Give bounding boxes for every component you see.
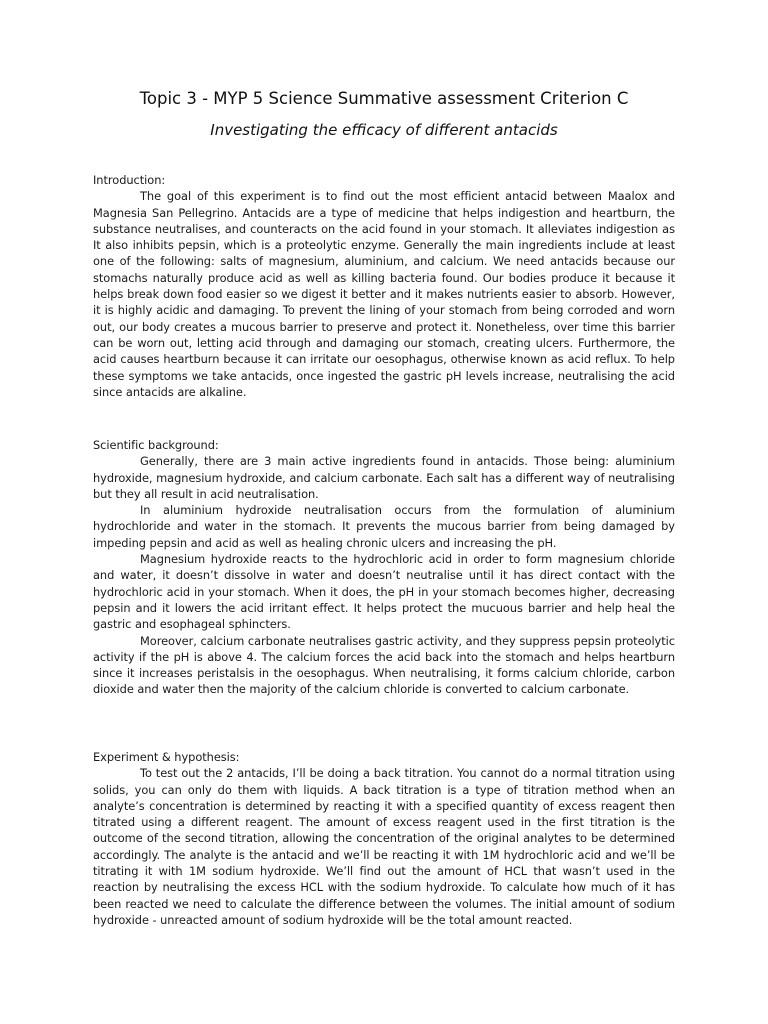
background-paragraph-magnesium: Magnesium hydroxide reacts to the hydrochloric acid in order to form magnesium chloride and water, it doesn’t dissolve in water and doesn’t neutralise until it has direct contact with the hydrochloric acid in your stomach. When it does, the pH in your stomach becomes higher, decreasing pepsin and it lowers the acid irritant effect. It helps protect the mucuous barrier and help heal the gastric and esophageal sphincters. [93, 552, 675, 632]
document-title: Topic 3 - MYP 5 Science Summative assessment Criterion C [139, 89, 629, 108]
background-paragraph-ingredients: Generally, there are 3 main active ingredients found in antacids. Those being: aluminium hydroxide, magnesium hydroxide, and calcium carbonate. Each salt has a different way of neutralising but they all result in acid neutralisation. [93, 454, 675, 501]
experiment-paragraph: To test out the 2 antacids, I’ll be doing a back titration. You cannot do a normal titration using solids, you can only do them with liquids. A back titration is a type of titration method when an analyte’s concentration is determined by reacting it with a specified quantity of excess reagent then titrated using a different reagent. The amount of excess reagent used in the first titration is the outcome of the second titration, allowing the concentration of the original analytes to be determined accordingly. The analyte is the antacid and we’ll be reacting it with 1M hydrochloric acid and we’ll be titrating it with 1M sodium hydroxide. We’ll find out the amount of HCL that wasn’t used in the reaction by neutralising the excess HCL with the sodium hydroxide. To calculate how much of it has been reacted we need to calculate the difference between the volumes. The initial amount of sodium hydroxide - unreacted amount of sodium hydroxide will be the total amount reacted. [93, 766, 675, 927]
experiment-hypothesis-heading: Experiment & hypothesis: [93, 750, 240, 764]
introduction-section [93, 172, 675, 400]
document-subtitle: Investigating the efficacy of different antacids [210, 121, 558, 139]
background-paragraph-calcium: Moreover, calcium carbonate neutralises gastric activity, and they suppress pepsin proteolytic activity if the pH is above 4. The calcium forces the acid back into the stomach and helps heartburn since it increases peristalsis in the oesophagus. When neutralising, it forms calcium chloride, carbon dioxide and water then the majority of the calcium chloride is converted to calcium carbonate. [93, 633, 675, 697]
experiment-hypothesis-section [93, 749, 675, 928]
introduction-heading: Introduction: [93, 173, 166, 187]
scientific-background-heading: Scientific background: [93, 438, 219, 452]
introduction-paragraph: The goal of this experiment is to find out the most efficient antacid between Maalox and Magnesia San Pellegrino. Antacids are a type of medicine that helps indigestion and heartburn, the substance neutralises, and counteracts on the acid found in your stomach. It alleviates indigestion as It also inhibits pepsin, which is a proteolytic enzyme. Generally the main ingredients include at least one of the following: salts of magnesium, aluminium, and calcium. We need antacids because our stomachs naturally produce acid as well as killing bacteria found. Our bodies produce it because it helps break down food easier so we digest it better and it makes nutrients easier to absorb. However, it is highly acidic and damaging. To prevent the lining of your stomach from being corroded and worn out, our body creates a mucous barrier to preserve and protect it. Nonetheless, over time this barrier can be worn out, letting acid through and damaging our stomach, creating ulcers. Furthermore, the acid causes heartburn because it can irritate our oesophagus, otherwise known as acid reflux. To help these symptoms we take antacids, once ingested the gastric pH levels increase, neutralising the acid since antacids are alkaline. [93, 189, 675, 399]
scientific-background-section [93, 437, 675, 698]
background-paragraph-aluminium: In aluminium hydroxide neutralisation occurs from the formulation of aluminium hydrochloride and water in the stomach. It prevents the mucous barrier from being damaged by impeding pepsin and acid as well as healing chronic ulcers and increasing the pH. [93, 503, 675, 550]
